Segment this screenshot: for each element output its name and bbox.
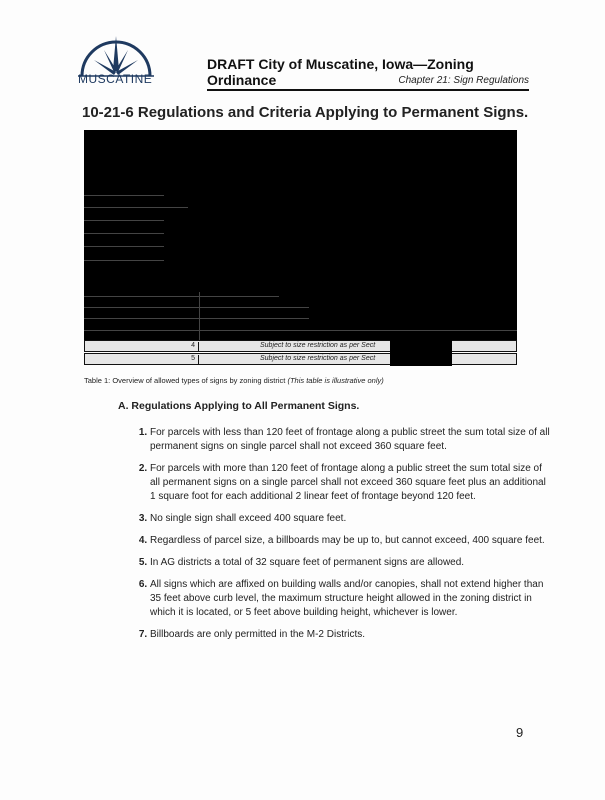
table-row: [84, 353, 517, 365]
list-item: 1. For parcels with less than 120 feet of frontage along a public street the sum total size of all permanent signs on single parcel shall not exceed 360 square feet.: [150, 426, 550, 454]
row-number: 4: [85, 342, 199, 352]
redaction: [390, 353, 452, 366]
page-number: 9: [516, 725, 524, 740]
table-row: [84, 340, 517, 352]
list-item: 3. No single sign shall exceed 400 square feet.: [150, 512, 550, 526]
list-item: 7. Billboards are only permitted in the M-2 Districts.: [150, 628, 550, 642]
row-text: Subject to size restriction as per Sect: [260, 342, 376, 349]
regulations-list: [128, 426, 550, 650]
document-title: DRAFT City of Muscatine, Iowa—Zoning Ordinance: [207, 56, 529, 91]
table-caption: [84, 376, 384, 385]
caption-text: Table 1: Overview of allowed types of signs by zoning district: [84, 376, 286, 385]
row-text: Subject to size restriction as per Sect: [260, 355, 376, 362]
redaction: [390, 340, 452, 353]
redacted-table: [84, 130, 517, 340]
section-title: 10-21-6 Regulations and Criteria Applying to Permanent Signs.: [82, 104, 529, 121]
row-number: 5: [85, 355, 199, 365]
caption-note: (This table is illustrative only): [287, 376, 384, 385]
list-item: 5. In AG districts a total of 32 square feet of permanent signs are allowed.: [150, 556, 550, 570]
list-item: 4. Regardless of parcel size, a billboards may be up to, but cannot exceed, 400 square feet.: [150, 534, 550, 548]
subsection-heading: A. Regulations Applying to All Permanent Signs.: [118, 400, 360, 412]
chapter-label: Chapter 21: Sign Regulations: [398, 75, 529, 86]
list-item: 6. All signs which are affixed on building walls and/or canopies, shall not extend higher than 35 feet above curb level, the maximum structure height allowed in the zoning district in which it is located, or 5 feet above building height, whichever is lower.: [150, 578, 550, 620]
logo-text: MUSCATINE: [78, 72, 153, 86]
list-item: 2. For parcels with more than 120 feet of frontage along a public street the sum total size of all permanent signs on a single parcel shall not exceed 360 square feet plus an additional 1 square foot for each additional 2 linear feet of frontage beyond 120 feet.: [150, 462, 550, 504]
